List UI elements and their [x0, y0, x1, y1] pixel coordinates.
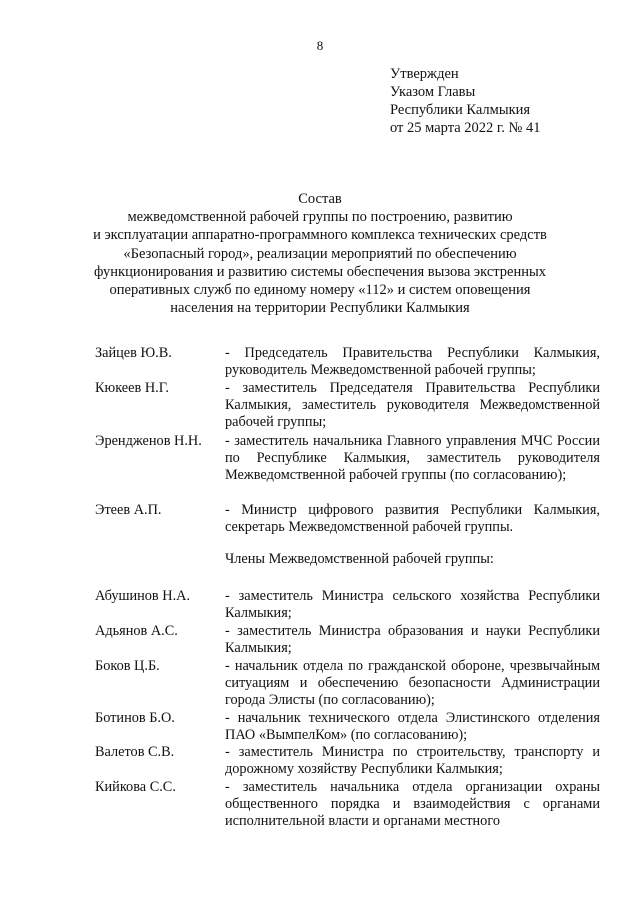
member-name: Абушинов Н.А.: [95, 588, 191, 604]
title-line: функционирования и развитию системы обеспечения вызова экстренных: [94, 263, 546, 280]
member-name: Зайцев Ю.В.: [95, 345, 172, 361]
member-name: Адьянов А.С.: [95, 623, 178, 639]
member-name: Этеев А.П.: [95, 502, 162, 518]
approval-line: Республики Калмыкия: [390, 102, 531, 118]
member-name: Эрендженов Н.Н.: [95, 433, 202, 449]
title-line: оперативных служб по единому номеру «112» и систем оповещения: [109, 282, 531, 299]
title-line: межведомственной рабочей группы по построению, развитию: [127, 209, 513, 226]
member-role: - заместитель начальника Главного управления МЧС России по Республике Калмыкия, заместитель руководителя Межведомственной рабочей группы (по согласованию);: [225, 433, 600, 483]
member-role: - Председатель Правительства Республики Калмыкия, руководитель Межведомственной рабочей группы;: [225, 345, 600, 378]
member-name: Боков Ц.Б.: [95, 658, 160, 674]
member-role: - заместитель Министра образования и науки Республики Калмыкия;: [225, 623, 600, 656]
document-title: [80, 190, 560, 317]
member-name: Кийкова С.С.: [95, 779, 176, 795]
member-name: Валетов С.В.: [95, 744, 175, 760]
member-role: - начальник технического отдела Элистинского отделения ПАО «ВымпелКом» (по согласованию);: [225, 710, 600, 743]
title-line: и эксплуатации аппаратно-программного комплекса технических средств: [93, 227, 547, 244]
member-role: - заместитель начальника отдела организации охраны общественного порядка и взаимодействия с органами исполнительной власти и органами местного: [225, 779, 600, 829]
member-role: - заместитель Председателя Правительства Республики Калмыкия, заместитель руководителя Межведомственной рабочей группы;: [225, 380, 600, 430]
member-role: - заместитель Министра сельского хозяйства Республики Калмыкия;: [225, 588, 600, 621]
member-role: - Министр цифрового развития Республики Калмыкия, секретарь Межведомственной рабочей группы.: [225, 502, 600, 535]
title-line: Состав: [298, 191, 342, 207]
member-name: Ботинов Б.О.: [95, 710, 175, 726]
member-name: Кюкеев Н.Г.: [95, 380, 169, 396]
title-line: «Безопасный город», реализации мероприятий по обеспечению: [123, 245, 517, 262]
approval-block: [390, 65, 540, 137]
approval-line: Указом Главы: [390, 84, 476, 100]
page-number: 8: [316, 38, 324, 53]
approval-line: Утвержден: [390, 66, 459, 82]
title-line: населения на территории Республики Калмыкия: [170, 300, 470, 317]
member-role: - заместитель Министра по строительству, транспорту и дорожному хозяйству Республики Калмыкия;: [225, 744, 600, 777]
member-role: - начальник отдела по гражданской обороне, чрезвычайным ситуациям и обеспечению безопасности Администрации города Элисты (по согласованию);: [225, 658, 600, 708]
approval-line: от 25 марта 2022 г. № 41: [390, 120, 541, 136]
members-heading: Члены Межведомственной рабочей группы:: [225, 551, 494, 567]
